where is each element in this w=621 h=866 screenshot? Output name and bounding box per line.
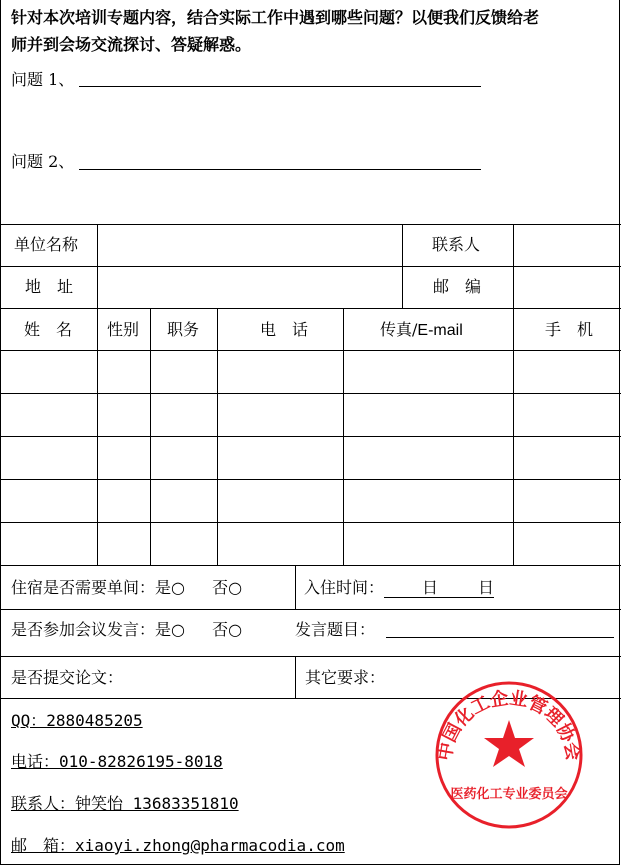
speech-no-label: 否 bbox=[212, 620, 229, 639]
speech-topic-field[interactable] bbox=[386, 637, 614, 638]
speech-no-radio[interactable]: ○ bbox=[228, 620, 243, 639]
postcode-field[interactable] bbox=[514, 267, 620, 308]
question-1-label: 问题 1、 bbox=[11, 70, 75, 89]
checkin-time bbox=[304, 578, 494, 598]
attendee-row[interactable] bbox=[1, 394, 621, 436]
contact-person-label: 联系人 bbox=[432, 235, 481, 254]
seal-sub-name: 医药化工专业委员会 bbox=[450, 787, 568, 802]
question-2-answer-line[interactable] bbox=[79, 169, 481, 170]
header-email: E-mail bbox=[417, 322, 463, 339]
contact-person-field[interactable] bbox=[514, 225, 620, 266]
intro-line-1: 针对本次培训专题内容，结合实际工作中遇到哪些问题？以便我们反馈给老 bbox=[11, 8, 540, 27]
header-fax: 传真/ bbox=[380, 320, 418, 339]
contact-phone: 电话：010-82826195-8018 bbox=[11, 752, 223, 771]
speech-topic-label: 发言题目： bbox=[295, 620, 376, 639]
checkin-label: 入住时间： bbox=[304, 578, 385, 597]
submit-paper-label: 是否提交论文： bbox=[11, 668, 124, 687]
attendee-row[interactable] bbox=[1, 351, 621, 393]
single-room-no-radio[interactable]: ○ bbox=[228, 578, 243, 597]
header-mobile: 手 机 bbox=[545, 320, 594, 339]
address-label: 地 址 bbox=[25, 277, 74, 296]
other-requirements-label: 其它要求： bbox=[305, 668, 386, 687]
single-room-yes-radio[interactable]: ○ bbox=[171, 578, 185, 597]
contact-qq: QQ：2880485205 bbox=[11, 711, 143, 730]
speech-row bbox=[11, 620, 242, 640]
unit-name-field[interactable] bbox=[98, 225, 402, 266]
postcode-label: 邮 编 bbox=[433, 277, 482, 296]
lodging-row bbox=[11, 578, 242, 598]
attendee-row[interactable] bbox=[1, 523, 621, 565]
speech-yes-radio[interactable]: ○ bbox=[171, 620, 185, 639]
checkin-date-field[interactable] bbox=[384, 578, 494, 598]
question-1-answer-line[interactable] bbox=[79, 86, 481, 87]
header-position: 职务 bbox=[167, 320, 200, 339]
checkin-day-1: 日 bbox=[422, 578, 439, 597]
contact-email[interactable]: 邮 箱：xiaoyi.zhong@pharmacodia.com bbox=[11, 836, 345, 855]
header-name: 姓 名 bbox=[24, 320, 73, 339]
contact-person: 联系人：钟笑怡 13683351810 bbox=[11, 794, 239, 813]
checkin-day-2: 日 bbox=[478, 578, 495, 597]
header-fax-email bbox=[380, 320, 463, 341]
address-field[interactable] bbox=[98, 267, 402, 308]
header-phone: 电 话 bbox=[260, 320, 309, 339]
single-room-label: 住宿是否需要单间：是 bbox=[11, 578, 172, 597]
seal-org-name: 中国化工企业管理协会 bbox=[434, 687, 584, 763]
unit-name-label: 单位名称 bbox=[14, 235, 79, 254]
attendee-row[interactable] bbox=[1, 480, 621, 522]
header-gender: 性别 bbox=[107, 320, 140, 339]
attendee-row[interactable] bbox=[1, 437, 621, 479]
star-icon bbox=[484, 720, 534, 767]
official-seal bbox=[434, 680, 584, 830]
question-2-label: 问题 2、 bbox=[11, 152, 75, 171]
single-room-no-label: 否 bbox=[212, 578, 229, 597]
intro-line-2: 师并到会场交流探讨、答疑解惑。 bbox=[11, 35, 252, 54]
speech-label: 是否参加会议发言：是 bbox=[11, 620, 172, 639]
